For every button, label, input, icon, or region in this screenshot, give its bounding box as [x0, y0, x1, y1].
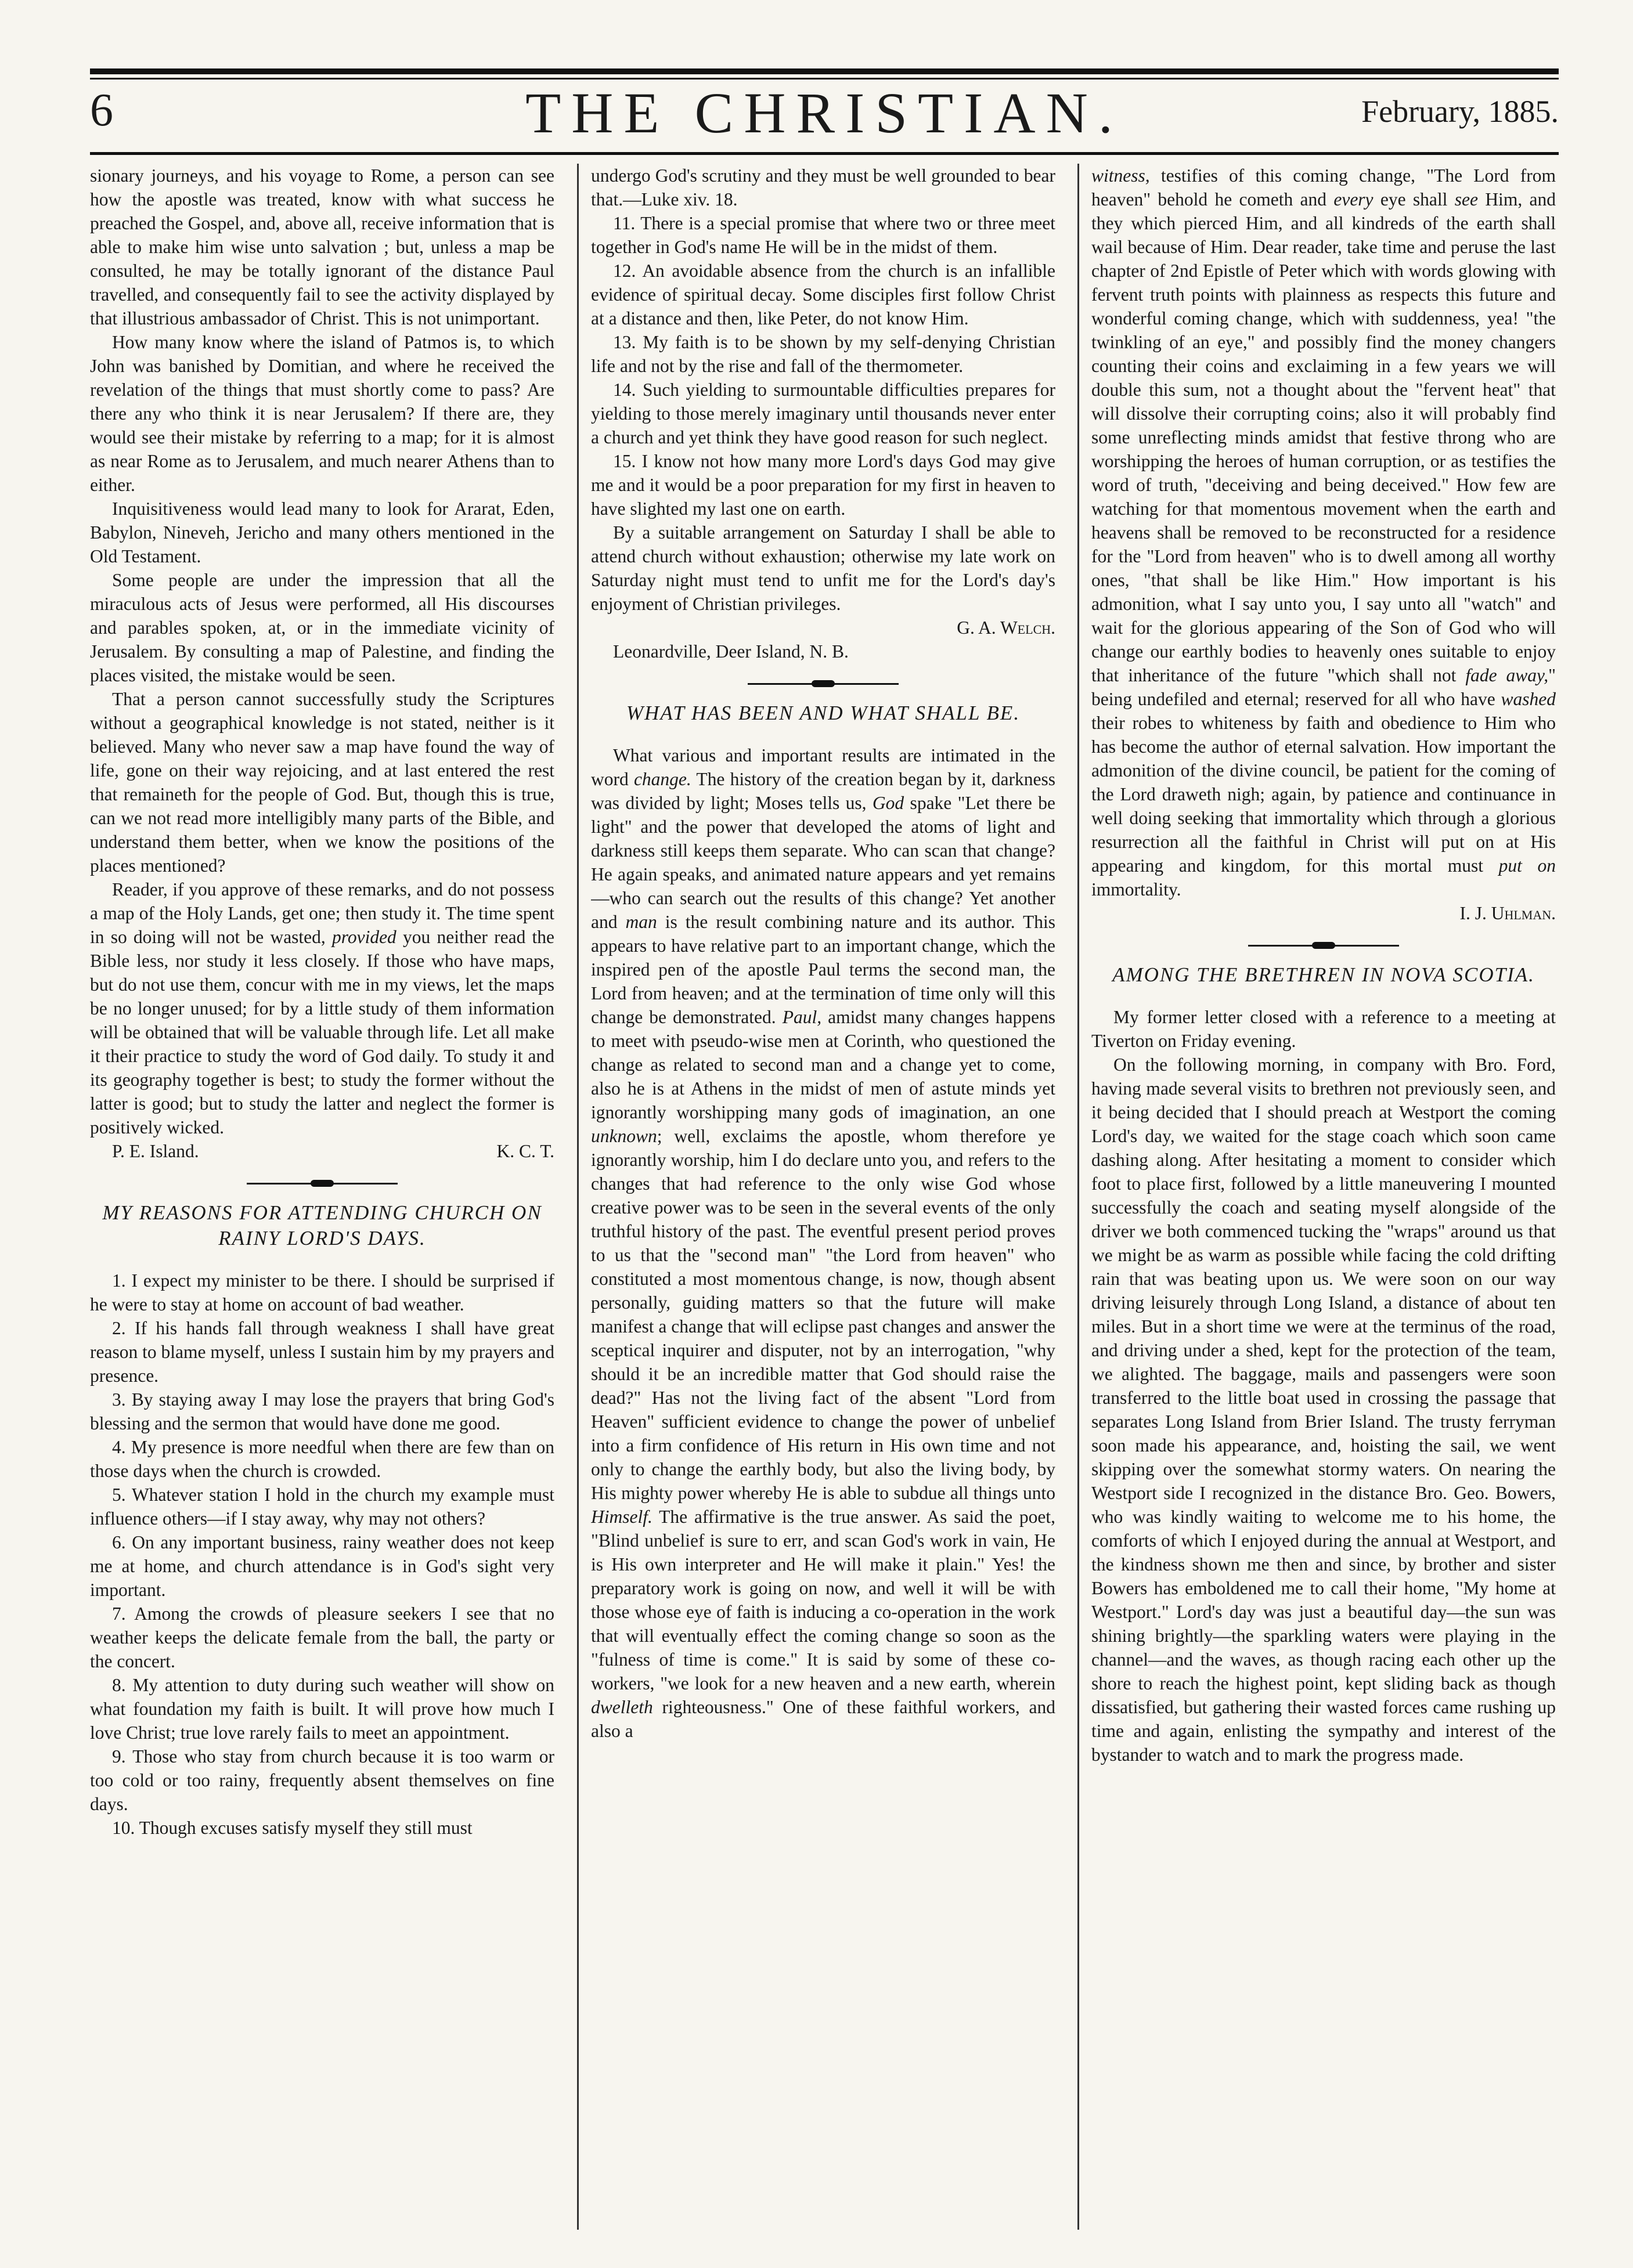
- header-rule: [90, 152, 1559, 155]
- text-run: righteousness." One of these faithful workers, and also a: [591, 1697, 1055, 1741]
- list-item: 7. Among the crowds of pleasure seekers I see that no weather keeps the delicate female from the ball, the party or the concert.: [90, 1604, 554, 1671]
- list-item: 15. I know not how many more Lord's days God may give me and it would be a poor preparation for my first in heaven to have slighted my last one on earth.: [591, 451, 1055, 519]
- list-item: 2. If his hands fall through weakness I shall have great reason to blame myself, unless I sustain him by my prayers and presence.: [90, 1318, 554, 1386]
- list-item: 5. Whatever station I hold in the church my example must influence others—if I stay away, why may not others?: [90, 1485, 554, 1529]
- emphasis: witness,: [1091, 165, 1150, 186]
- text-run: testifies of this coming change, "The Lord from heaven" behold he cometh and: [1091, 165, 1556, 210]
- paragraph: [591, 743, 1055, 1743]
- column-rule: [1077, 164, 1079, 2230]
- list-item: 9. Those who stay from church because it is too warm or too cold or too rainy, frequently absent themselves on fine days.: [90, 1746, 554, 1814]
- emphasis: God: [872, 793, 904, 813]
- signature-name: G. A. Welch.: [957, 617, 1055, 638]
- masthead: [90, 81, 1559, 151]
- paragraph: undergo God's scrutiny and they must be well grounded to bear that.—Luke xiv. 18.: [591, 165, 1055, 210]
- signature-place: P. E. Island.: [112, 1141, 199, 1161]
- paragraph: By a suitable arrangement on Saturday I shall be able to attend church without exhaustion; otherwise my late work on Saturday night must tend to unfit me for the Lord's day's enjoyment of Christian privileges.: [591, 522, 1055, 614]
- top-rule-thick: [90, 68, 1559, 74]
- emphasis: change.: [633, 769, 691, 789]
- list-item: 13. My faith is to be shown by my self-denying Christian life and not by the rise and fall of the thermometer.: [591, 332, 1055, 376]
- column-1: [90, 164, 554, 2230]
- text-run: ; well, exclaims the apostle, whom therefore ye ignorantly worship, him I do declare unto you, and refers to the changes that had reference to the only wise God whose creative power was to be seen in the several events of the only truthful history of the past. The eventful present period proves to us that the "second man" "the Lord from heaven" who constituted a most momentous change, is now, though absent personally, guiding matters so that the future will make manifest a change that will eclipse past changes and answer the sceptical inquirer and disputer, not by an interrogation, "why should it be an incredible matter that God should raise the dead?" Has not the living fact of the absent "Lord from Heaven" sufficient evidence to change the power of unbelief into a firm confidence of His return in His own time and not only to change the earthly body, but also the living body, by His mighty power whereby He is able to subdue all things unto: [591, 1126, 1055, 1503]
- text-run: immortality.: [1091, 879, 1181, 900]
- article-title: WHAT HAS BEEN AND WHAT SHALL BE.: [626, 702, 1021, 724]
- signature: [90, 1139, 554, 1163]
- list-item: 11. There is a special promise that where two or three meet together in God's name He will be in the midst of them.: [591, 213, 1055, 257]
- text-run: The affirmative is the true answer. As said the poet, "Blind unbelief is sure to err, and scan God's work in vain, He is His own interpreter and He will make it plain." Yes! the preparatory work is going on now, and well it will be with those whose eye of faith is inducing a co-operation in the work that will eventually effect the coming change so soon as the "fulness of time is come." It is said by some of these co-workers, "we look for a new heaven and a new earth, wherein: [591, 1507, 1055, 1693]
- column-2: [591, 164, 1055, 2230]
- paragraph: Some people are under the impression that all the miraculous acts of Jesus were performed, all His discourses and parables spoken, at, or in the immediate vicinity of Jerusalem. By consulting a map of Palestine, and finding the places visited, the mistake would be seen.: [90, 570, 554, 685]
- text-run: Reader, if you approve of these remarks, and do not possess a map of the Holy Lands, get one; then study it. The time spent in so doing will not be wasted,: [90, 879, 554, 947]
- list-item: 10. Though excuses satisfy myself they still must: [112, 1818, 473, 1838]
- text-run: eye shall: [1373, 189, 1455, 210]
- emphasis: Himself.: [591, 1507, 653, 1527]
- signature: [1091, 901, 1556, 925]
- article-divider: [1248, 940, 1399, 951]
- page-number: 6: [90, 85, 113, 136]
- article-divider: [247, 1178, 398, 1189]
- text-run: you neither read the Bible less, nor study it less closely. If those who have maps, but do not use them, concur with me in my views, let the maps be no longer unused; for by a little study of them information will be obtained that will be valuable through life. Let all make it their practice to study the word of God daily. To study it and its geography together is best; to study the former without the latter is good; but to study the latter and neglect the former is positively wicked.: [90, 927, 554, 1137]
- emphasis: see: [1454, 189, 1478, 210]
- list-item: 12. An avoidable absence from the church is an infallible evidence of spiritual decay. Some disciples first follow Christ at a distance and then, like Peter, do not know Him.: [591, 261, 1055, 328]
- emphasis: provided: [332, 927, 396, 947]
- list-item: 6. On any important business, rainy weather does not keep me at home, and church attendance is in God's sight very important.: [90, 1532, 554, 1600]
- signature: [591, 616, 1055, 640]
- list-item: 3. By staying away I may lose the prayers that bring God's blessing and the sermon that would have done me good.: [90, 1389, 554, 1433]
- paragraph: How many know where the island of Patmos is, to which John was banished by Domitian, and where he received the revelation of the things that must shortly come to pass? Are there any who think it is near Jerusalem? If there are, they would see their mistake by referring to a map; for it is almost as near Rome as to Jerusalem, and much nearer Athens than to either.: [90, 332, 554, 495]
- list-item: 4. My presence is more needful when there are few than on those days when the church is crowded.: [90, 1437, 554, 1481]
- article-title: MY REASONS FOR ATTENDING CHURCH ON RAINY LORD'S DAYS.: [102, 1201, 542, 1249]
- column-3: [1091, 164, 1556, 2230]
- paragraph: On the following morning, in company with Bro. Ford, having made several visits to brethren not previously seen, and it being decided that I should preach at Westport the coming Lord's day, we waited for the stage coach which soon came dashing along. After hesitating a moment to consider which foot to place first, followed by a little maneuvering I mounted successfully the coach and seating myself alongside of the driver we both commenced tucking the "wraps" around us that we might be as warm as possible while facing the cold drifting rain that was beating upon us. We were soon on our way driving leisurely through Long Island, a distance of about ten miles. But in a short time we were at the terminus of the road, and driving under a shed, kept for the protection of the team, we alighted. The baggage, mails and passengers were soon transferred to the little boat used in crossing the passage that separates Long Island from Brier Island. The trusty ferryman soon made his appearance, and, hoisting the sail, we went skipping over the somewhat stormy waters. On nearing the Westport side I recognized in the distance Bro. Geo. Bowers, who was kindly waiting to welcome me to his home, the comforts of which I enjoyed during the annual at Westport, and the kindness shown me then and since, by brother and sister Bowers has emboldened me to call their home, "My home at Westport." Lord's day was just a beautiful day—the sun was shining brightly—the sparkling waters were playing in the channel—and the waves, as though racing each other up the shore to reach the highest point, kept sliding back as though dissatisfied, but gathering their wasted forces came rushing up time and again, enlisting the sympathy and interest of the bystander to watch and to mark the progress made.: [1091, 1054, 1556, 1765]
- paragraph: Inquisitiveness would lead many to look for Ararat, Eden, Babylon, Nineveh, Jericho and many others mentioned in the Old Testament.: [90, 499, 554, 566]
- paragraph: That a person cannot successfully study the Scriptures without a geographical knowledge is not stated, neither is it believed. Many who never saw a map have found the way of life, gone on their way rejoicing, and at last entered the rest that remaineth for the people of God. But, though this is true, can we not read more intelligibly many parts of the Bible, and understand them better, when we know the positions of the places mentioned?: [90, 689, 554, 876]
- paragraph: My former letter closed with a reference to a meeting at Tiverton on Friday evening.: [1091, 1007, 1556, 1051]
- signature-name: K. C. T.: [496, 1141, 554, 1161]
- signature-name: I. J. Uhlman.: [1459, 903, 1556, 923]
- emphasis: Paul,: [782, 1007, 822, 1027]
- emphasis: unknown: [591, 1126, 657, 1146]
- text-run: is the result combining nature and its author. This appears to have relative part to an important change, which the inspired pen of the apostle Paul terms the second man, the Lord from heaven; and at the termination of time only will this change be demonstrated.: [591, 912, 1055, 1027]
- text-run: spake "Let there be light" and the power that developed the atoms of light and darkness still keeps them separate. Who can scan that change? He again speaks, and animated nature appears and yet remains—who can search out the results of this change? Yet another and: [591, 793, 1055, 932]
- column-rule: [577, 164, 579, 2230]
- text-run: their robes to whiteness by faith and obedience to Him who has become the author of eternal salvation. How important the admonition of the divine council, be patient for the coming of the Lord draweth nigh; again, by patience and continuance in well doing seeking that immortality which through a glorious resurrection all the faithful in Christ will put on at His appearing and kingdom, for this mortal must: [1091, 713, 1556, 876]
- emphasis: man: [625, 912, 657, 932]
- paragraph: [90, 877, 554, 1139]
- list-item: 8. My attention to duty during such weather will show on what foundation my faith is built. It will prove how much I love Christ; true love rarely fails to meet an appointment.: [90, 1675, 554, 1743]
- emphasis: put on: [1498, 855, 1556, 876]
- signature-place: Leonardville, Deer Island, N. B.: [613, 641, 849, 662]
- list-item: 14. Such yielding to surmountable difficulties prepares for yielding to those merely imaginary until thousands never enter a church and yet think they have good reason for such neglect.: [591, 380, 1055, 447]
- paragraph: sionary journeys, and his voyage to Rome, a person can see how the apostle was treated, know with what success he preached the Gospel, and, above all, receive information that is able to make him wise unto salvation ; but, unless a map be consulted, he may be totally ignorant of the distance Paul travelled, and consequently fail to see the activity displayed by that illustrious ambassador of Christ. This is not unimportant.: [90, 165, 554, 328]
- issue-date: February, 1885.: [1361, 94, 1559, 129]
- text-run: " being undefiled and eternal; reserved for all who have: [1091, 665, 1556, 709]
- top-rule-thin: [90, 78, 1559, 80]
- emphasis: every: [1333, 189, 1374, 210]
- text-run: What various and important results are intimated in the word: [591, 745, 1055, 789]
- article-title: AMONG THE BRETHREN IN NOVA SCOTIA.: [1112, 963, 1535, 986]
- article-divider: [748, 678, 899, 689]
- emphasis: fade away,: [1465, 665, 1549, 685]
- text-run: amidst many changes happens to meet with pseudo-wise men at Corinth, who questioned the change as related to second man and a change yet to come, also he is at Athens in the midst of men of astute minds yet ignorantly worshipping many gods of imagination, an one: [591, 1007, 1055, 1122]
- emphasis: washed: [1501, 689, 1556, 709]
- paragraph: [1091, 164, 1556, 901]
- list-item: 1. I expect my minister to be there. I should be surprised if he were to stay at home on account of bad weather.: [90, 1270, 554, 1314]
- paper-name: THE CHRISTIAN.: [525, 81, 1123, 145]
- text-run: Him, and they which pierced Him, and all kindreds of the earth shall wail because of Him. Dear reader, take time and peruse the last chapter of 2nd Epistle of Peter which with words glowing with fervent truth points with plainness as respects this future and wonderful coming change, which with suddenness, yea! "the twinkling of an eye," and possibly find the money changers counting their coins and exclaiming in a few years we will double this sum, not a thought about the "fervent heat" that will dissolve their corrupting coins; also it will probably find some unreflecting minds amidst that festive throng who are worshipping the heroes of human corruption, or as testifies the word of truth, "deceiving and being deceived." How few are watching for that momentous movement when the earth and heavens shall be removed to be reconstructed for a residence for the "Lord from heaven" who is to dwell among all worthy ones, "that shall be like Him." How important is his admonition, what I say unto you, I say unto all "watch" and wait for the glorious appearing of the Son of God who will change our earthly bodies to heavenly ones suitable to enjoy that inheritance of the future "which shall not: [1091, 189, 1556, 685]
- text-run: The history of the creation began by it, darkness was divided by light; Moses tells us,: [591, 769, 1055, 813]
- emphasis: dwelleth: [591, 1697, 653, 1717]
